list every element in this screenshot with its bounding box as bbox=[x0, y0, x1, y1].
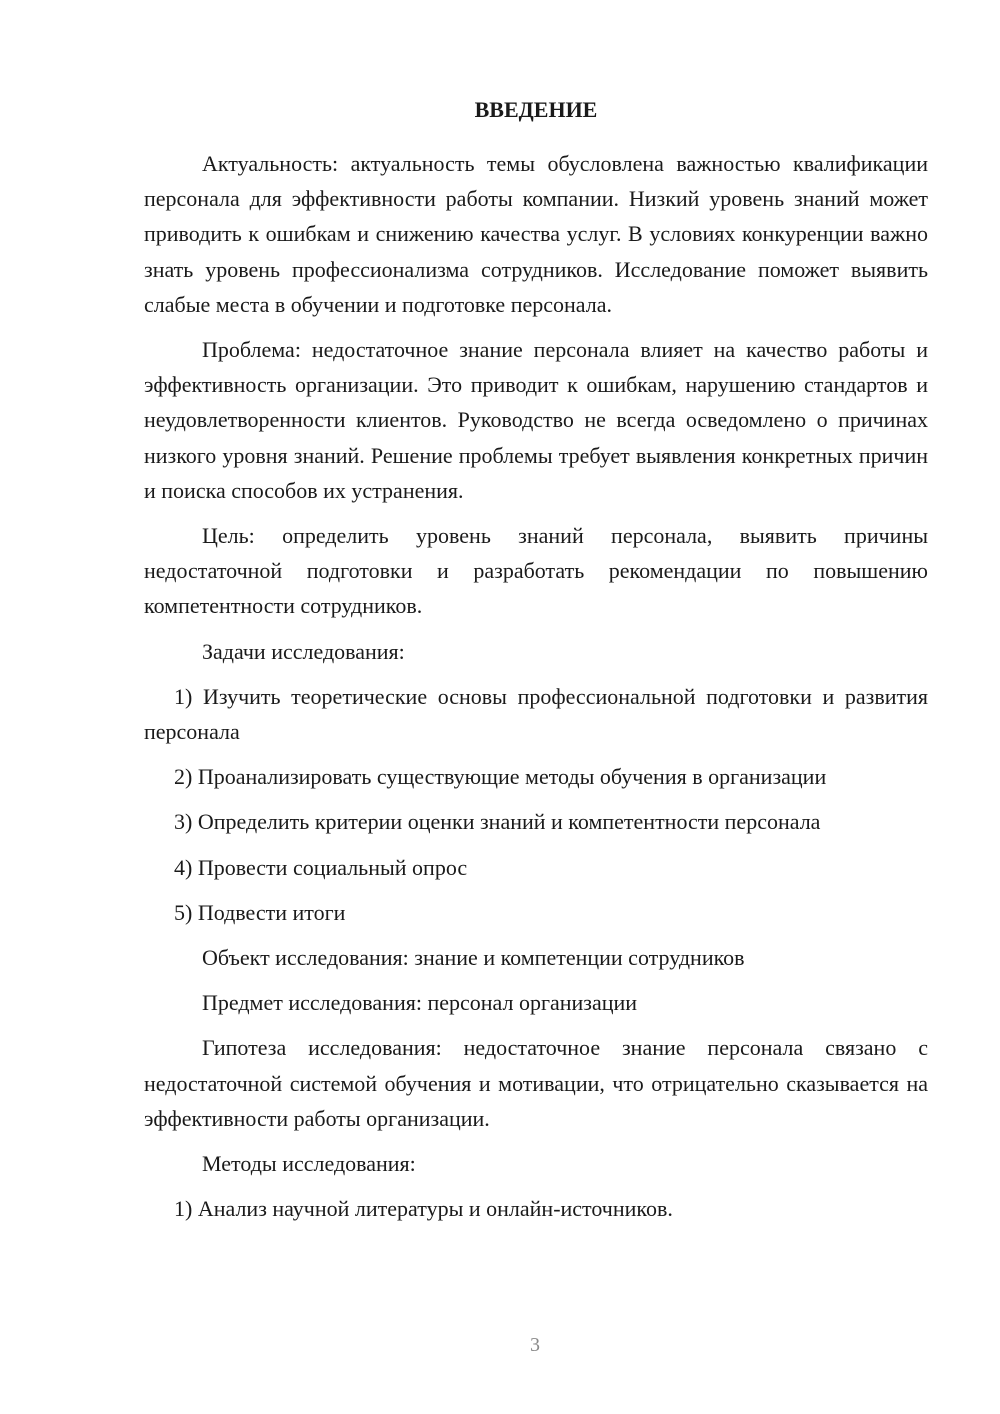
goal-paragraph: Цель: определить уровень знаний персонала, выявить причины недостаточной подготовки и разработать рекомендации по повышению компетентности сотрудников. bbox=[144, 523, 928, 619]
tasks-heading: Задачи исследования: bbox=[202, 638, 405, 664]
task-item: 5) Подвести итоги bbox=[174, 899, 346, 925]
methods-heading: Методы исследования: bbox=[202, 1151, 416, 1177]
page-content bbox=[144, 92, 928, 1236]
research-subject: Предмет исследования: персонал организации bbox=[202, 990, 638, 1016]
problem-paragraph: Проблема: недостаточное знание персонала влияет на качество работы и эффективность организации. Это приводит к ошибкам, нарушению стандартов и неудовлетворенности клиентов. Руководство не всегда осведомлено о причинах низкого уровня знаний. Решение проблемы требует выявления конкретных причин и поиска способов их устранения. bbox=[144, 337, 928, 503]
relevance-paragraph: Актуальность: актуальность темы обусловлена важностью квалификации персонала для эффективности работы компании. Низкий уровень знаний может приводить к ошибкам и снижению качества услуг. В условиях конкуренции важно знать уровень профессионализма сотрудников. Исследование поможет выявить слабые места в обучении и подготовке персонала. bbox=[144, 151, 928, 317]
method-item: 1) Анализ научной литературы и онлайн-источников. bbox=[174, 1196, 673, 1222]
hypothesis-paragraph: Гипотеза исследования: недостаточное знание персонала связано с недостаточной системой обучения и мотивации, что отрицательно сказывается на эффективности работы организации. bbox=[144, 1035, 928, 1131]
task-item: 1) Изучить теоретические основы профессиональной подготовки и развития персонала bbox=[144, 683, 928, 745]
task-item: 4) Провести социальный опрос bbox=[174, 854, 468, 880]
research-object: Объект исследования: знание и компетенции сотрудников bbox=[202, 945, 745, 971]
task-item: 3) Определить критерии оценки знаний и компетентности персонала bbox=[174, 809, 821, 835]
page-number: 3 bbox=[530, 1334, 540, 1356]
task-item: 2) Проанализировать существующие методы обучения в организации bbox=[174, 764, 827, 790]
section-title: ВВЕДЕНИЕ bbox=[474, 97, 598, 122]
